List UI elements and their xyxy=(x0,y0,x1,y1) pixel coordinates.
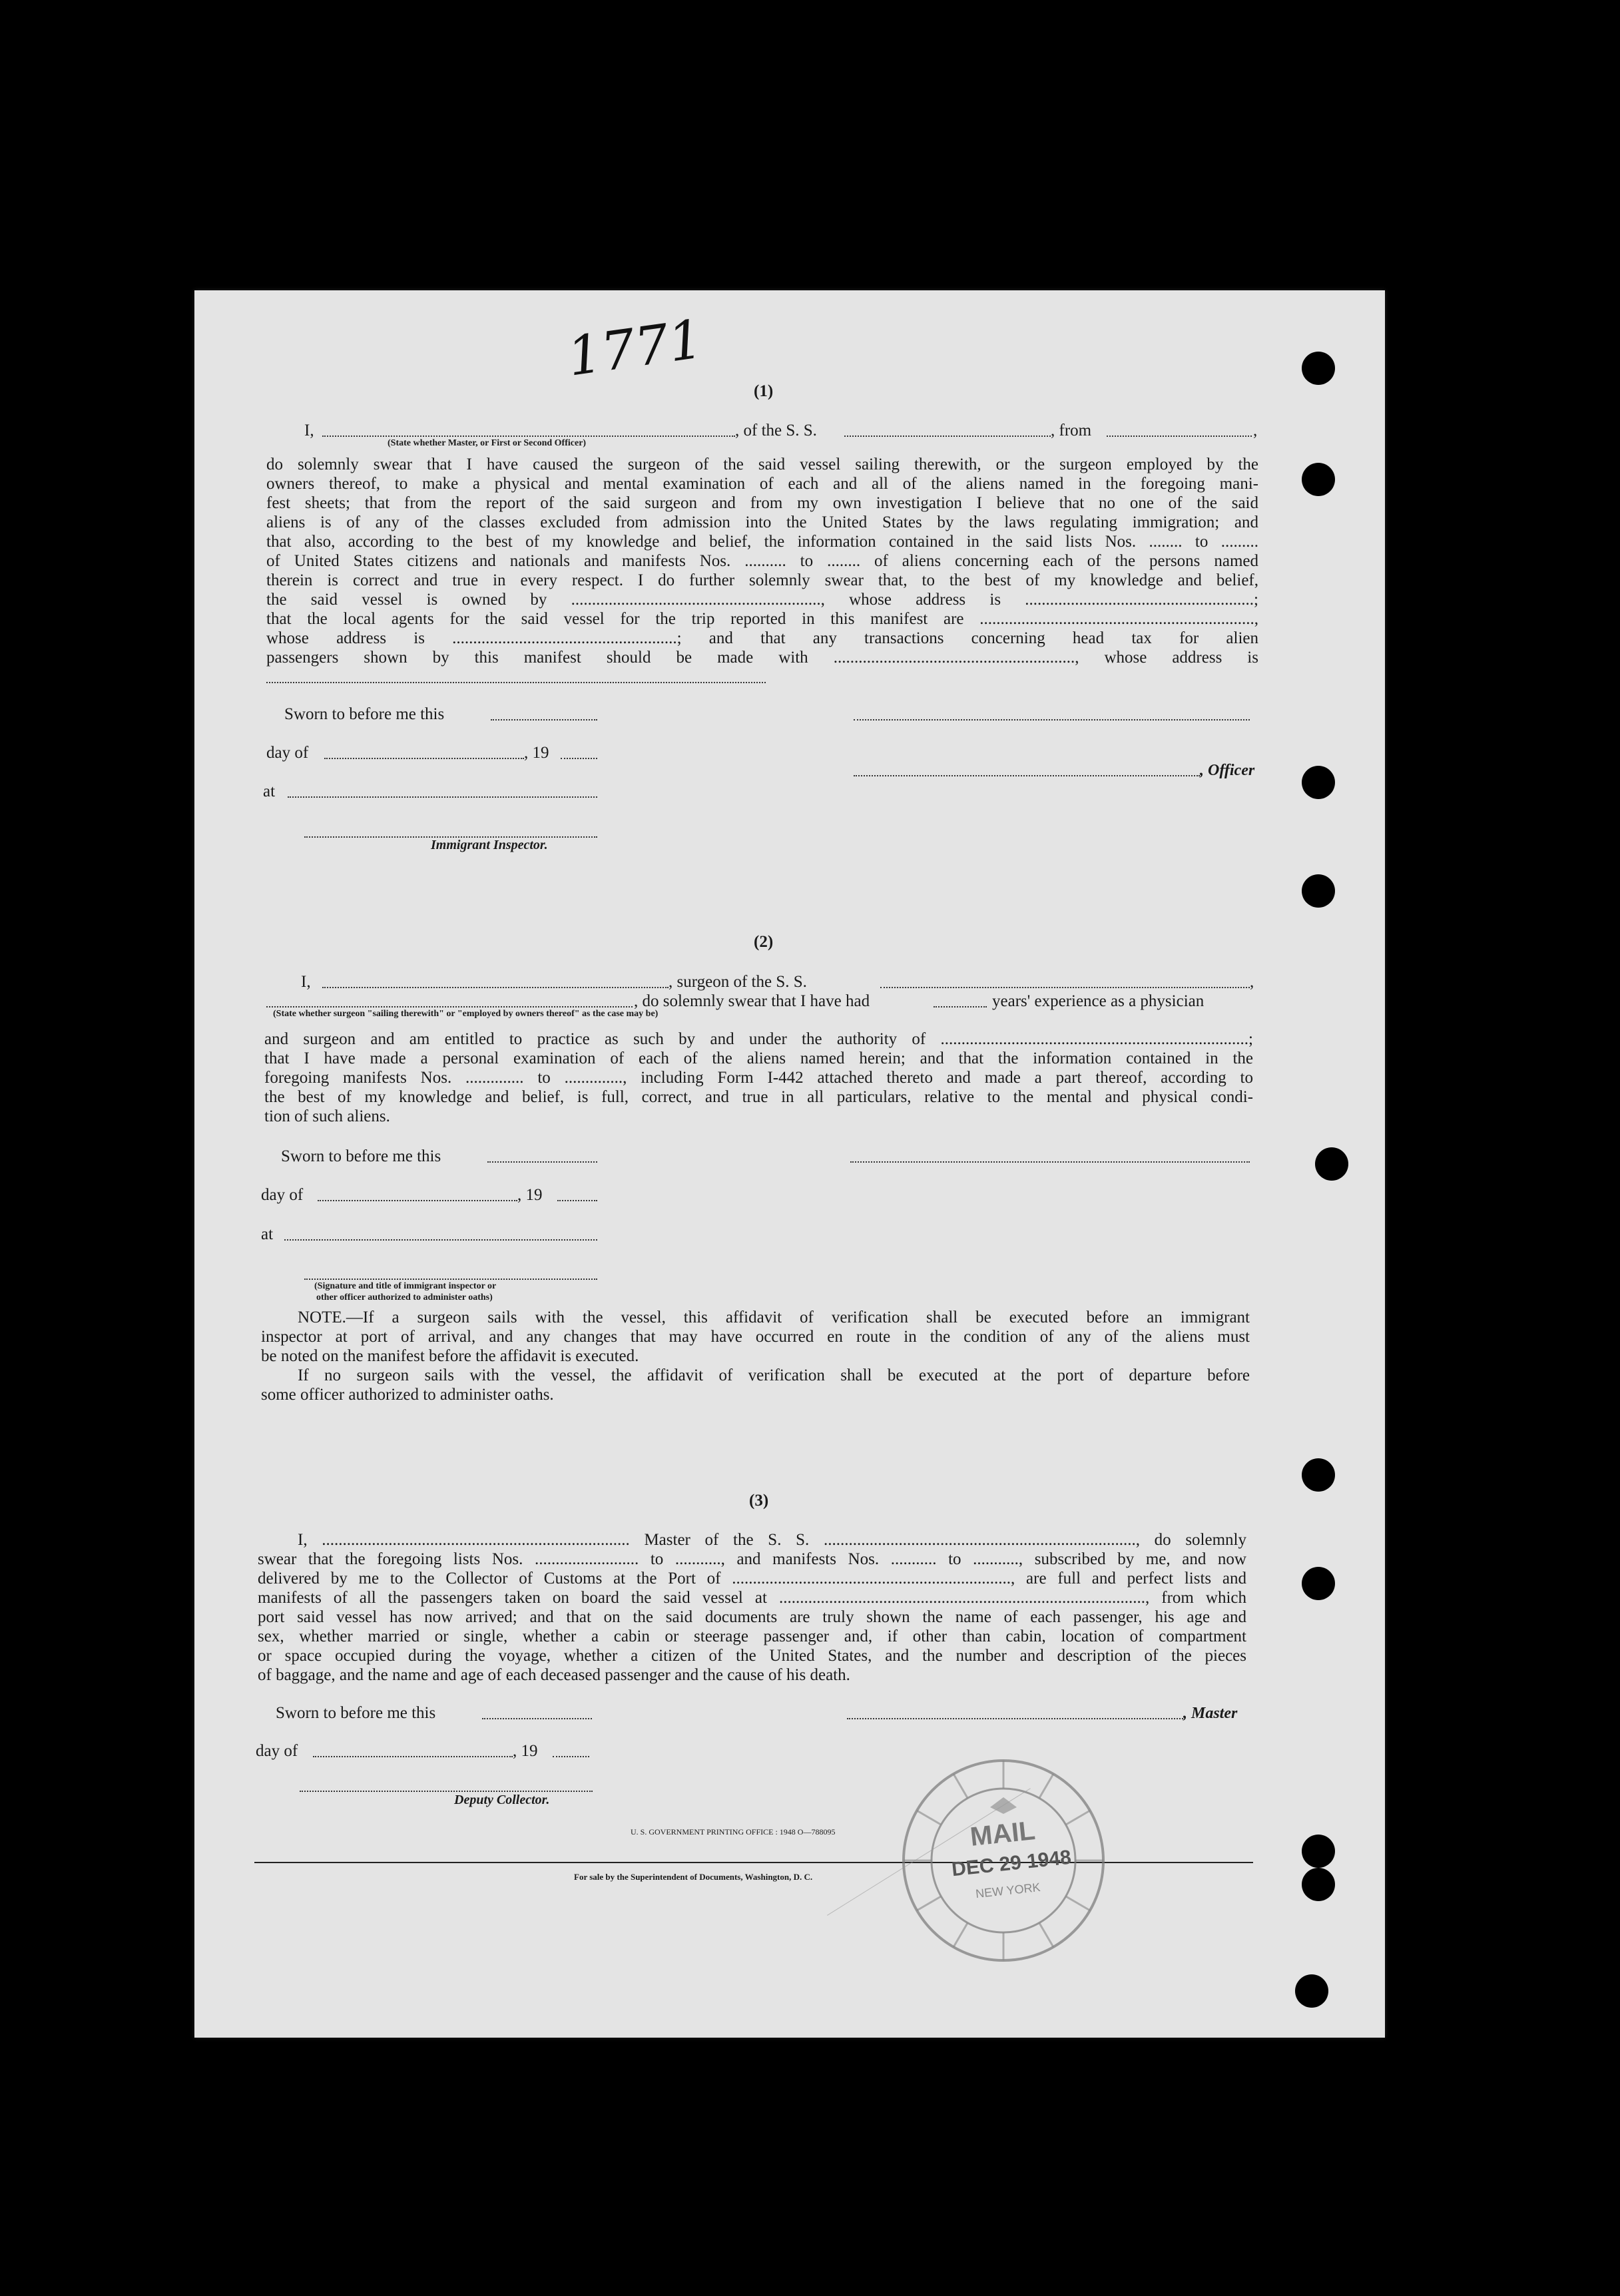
sec2-body-line: foregoing manifests Nos. .............. to .............., including Form I-442 attached thereto and made a part thereof, according to xyxy=(264,1069,1253,1087)
sec2-status-blank xyxy=(266,1006,633,1007)
sec3-body-line: of baggage, and the name and age of each deceased passenger and the cause of his death. xyxy=(258,1666,850,1684)
sec2-note-line: be noted on the manifest before the affidavit is executed. xyxy=(261,1347,639,1365)
sec2-sworn-blank xyxy=(487,1161,597,1163)
section-3-number: (3) xyxy=(749,1492,769,1510)
punch-hole xyxy=(1302,1567,1335,1600)
sec1-line1-ss: , of the S. S. xyxy=(735,422,817,439)
sec3-body-line: port said vessel has now arrived; and that on the said documents are truly shown the name of each passenger, his age and xyxy=(258,1608,1246,1626)
sec1-address-blank xyxy=(266,682,766,683)
sec1-body-line: that the local agents for the said vessel for the trip reported in this manifest are .................................................................., xyxy=(266,610,1258,628)
sec3-body-line: swear that the foregoing lists Nos. ......................... to ..........., and manifests Nos. ........... to ..........., subscribed by me, and now xyxy=(258,1550,1246,1568)
sec2-note-line: NOTE.—If a surgeon sails with the vessel, this affidavit of verification shall be executed before an immigrant xyxy=(298,1308,1250,1326)
sec2-at-blank xyxy=(284,1239,597,1241)
stamp-city-text: NEW YORK xyxy=(975,1880,1041,1901)
sec1-line1-comma: , xyxy=(1253,422,1258,439)
sec3-body-line: I, .......................................................................... Master of the S. S. ..........................................................................., do solemnly xyxy=(298,1531,1246,1549)
sec3-body-line: delivered by me to the Collector of Customs at the Port of ..................................................................., are full and perfect lists and xyxy=(258,1570,1246,1587)
sec2-sig-note-1: (Signature and title of immigrant inspector or xyxy=(314,1281,497,1291)
sec2-surgeon-blank xyxy=(322,987,669,988)
sec1-body-line: that also, according to the best of my knowledge and belief, the information contained in the said lists Nos. ........ to ......... xyxy=(266,533,1258,551)
sec1-body-line: owners thereof, to make a physical and mental examination of each and all of the aliens named in the foregoing mani- xyxy=(266,475,1258,493)
sec1-at: at xyxy=(263,782,276,800)
sec2-line2-swear: , do solemnly swear that I have had xyxy=(634,992,870,1010)
sec1-line1-i: I, xyxy=(304,422,314,439)
sec1-day-blank xyxy=(324,758,524,759)
sec1-officer-sig-blank xyxy=(854,775,1200,776)
sec1-sworn-blank xyxy=(491,719,597,720)
sec2-note-line: inspector at port of arrival, and any changes that may have occurred en route in the condition of any of the aliens must xyxy=(261,1328,1250,1346)
for-sale-imprint: For sale by the Superintendent of Documents, Washington, D. C. xyxy=(574,1872,813,1882)
sec1-officer-label: , Officer xyxy=(1200,762,1255,779)
sec1-line1-from: , from xyxy=(1051,422,1092,439)
sec2-years-blank xyxy=(934,1006,987,1007)
section-1-number: (1) xyxy=(754,382,774,400)
sec2-note-line: If no surgeon sails with the vessel, the affidavit of verification shall be executed at the port of departure before xyxy=(298,1366,1250,1384)
sec3-collector-sig-line xyxy=(300,1791,593,1792)
sec2-year-blank xyxy=(557,1200,597,1201)
sec1-at-blank xyxy=(288,796,597,798)
punch-hole xyxy=(1302,766,1335,799)
punch-hole xyxy=(1295,1974,1328,2008)
sec1-officer-blank xyxy=(322,435,735,437)
sec2-line1-comma: , xyxy=(1250,973,1254,991)
sec1-body-line: do solemnly swear that I have caused the surgeon of the said vessel sailing therewith, or the surgeon employed by the xyxy=(266,455,1258,473)
gpo-imprint: U. S. GOVERNMENT PRINTING OFFICE : 1948 O—788095 xyxy=(631,1827,836,1837)
sec1-sig-blank-top xyxy=(854,719,1250,720)
sec1-from-blank xyxy=(1107,435,1252,437)
sec1-body-line: aliens is of any of the classes excluded from admission into the United States by the laws regulating immigration; and xyxy=(266,513,1258,531)
sec1-body-line: therein is correct and true in every respect. I do further solemnly swear that, to the best of my knowledge and belief, xyxy=(266,571,1258,589)
sec2-status-note: (State whether surgeon "sailing therewith" or "employed by owners thereof" as the case may be) xyxy=(273,1009,659,1019)
sec1-body-line: the said vessel is owned by ............................................................, whose address is .......................................................; xyxy=(266,591,1258,609)
sec2-at: at xyxy=(261,1225,274,1243)
sec1-year: , 19 xyxy=(524,744,549,762)
sec1-body-line: passengers shown by this manifest should be made with .........................................................., whose address is xyxy=(266,649,1258,667)
sec1-body-line: of United States citizens and nationals and manifests Nos. .......... to ........ of aliens concerning each of the persons named xyxy=(266,552,1258,570)
sec3-body-line: sex, whether married or single, whether a cabin or steerage passenger and, if other than cabin, location of compartment xyxy=(258,1627,1246,1645)
sec2-sworn: Sworn to before me this xyxy=(281,1147,441,1165)
handwritten-number: 1771 xyxy=(563,308,707,388)
sec3-sworn: Sworn to before me this xyxy=(276,1704,436,1722)
sec1-sworn: Sworn to before me this xyxy=(284,705,445,723)
sec2-line2-years: years' experience as a physician xyxy=(992,992,1205,1010)
sec1-inspector-label: Immigrant Inspector. xyxy=(431,838,548,852)
mail-postmark-stamp xyxy=(897,1754,1110,1967)
sec3-body-line: manifests of all the passengers taken on board the said vessel at ........................................................................................, from which xyxy=(258,1589,1246,1607)
punch-hole xyxy=(1302,463,1335,496)
sec2-note-line: some officer authorized to administer oaths. xyxy=(261,1386,554,1404)
punch-hole xyxy=(1315,1147,1348,1181)
sec2-body-line: and surgeon and am entitled to practice as such by and under the authority of ..........................................................................; xyxy=(264,1030,1253,1048)
sec1-body-line: whose address is ......................................................; and that any transactions concerning head tax for alien xyxy=(266,629,1258,647)
sec1-officer-note: (State whether Master, or First or Second Officer) xyxy=(388,438,587,448)
sec2-line1-i: I, xyxy=(301,973,311,991)
sec3-master-sig-blank xyxy=(847,1718,1183,1719)
sec2-line1-ss: , surgeon of the S. S. xyxy=(669,973,807,991)
sec2-body-line: the best of my knowledge and belief, is full, correct, and true in all particulars, relative to the mental and physical condi- xyxy=(264,1088,1253,1106)
sec3-day-blank xyxy=(313,1756,513,1757)
punch-hole xyxy=(1302,1835,1335,1868)
punch-hole xyxy=(1302,874,1335,908)
sec3-body-line: or space occupied during the voyage, whether a citizen of the United States, and the number and description of the pieces xyxy=(258,1647,1246,1665)
sec1-day-of: day of xyxy=(266,744,309,762)
section-2-number: (2) xyxy=(754,933,774,951)
sec2-body-line: tion of such aliens. xyxy=(264,1107,390,1125)
punch-hole xyxy=(1302,1458,1335,1492)
sec2-ship-blank xyxy=(880,987,1250,988)
stamp-date-text: DEC 29 1948 xyxy=(950,1846,1073,1881)
sec3-year: , 19 xyxy=(513,1742,538,1760)
sec2-year: , 19 xyxy=(517,1186,543,1204)
sec2-inspector-sig-line xyxy=(304,1279,597,1280)
sec2-day-blank xyxy=(318,1200,517,1201)
punch-hole xyxy=(1302,352,1335,385)
sec1-ship-blank xyxy=(844,435,1051,437)
sec2-sig-blank xyxy=(850,1161,1250,1163)
sec3-master-label: , Master xyxy=(1183,1705,1238,1722)
sec2-body-line: that I have made a personal examination of each of the aliens named herein; and that the information contained in the xyxy=(264,1049,1253,1067)
sec3-year-blank xyxy=(553,1756,589,1757)
sec3-day-of: day of xyxy=(256,1742,298,1760)
sec3-sworn-blank xyxy=(482,1718,592,1719)
sec1-year-blank xyxy=(561,758,597,759)
punch-hole xyxy=(1302,1868,1335,1901)
sec1-body-line: fest sheets; that from the report of the said surgeon and from my own investigation I believe that no one of the said xyxy=(266,494,1258,512)
manifest-back-page xyxy=(194,290,1385,2038)
sec3-collector-label: Deputy Collector. xyxy=(454,1793,550,1807)
stamp-mail-text: MAIL xyxy=(968,1816,1037,1852)
sec2-sig-note-2: other officer authorized to administer oaths) xyxy=(316,1292,493,1302)
sec2-day-of: day of xyxy=(261,1186,304,1204)
